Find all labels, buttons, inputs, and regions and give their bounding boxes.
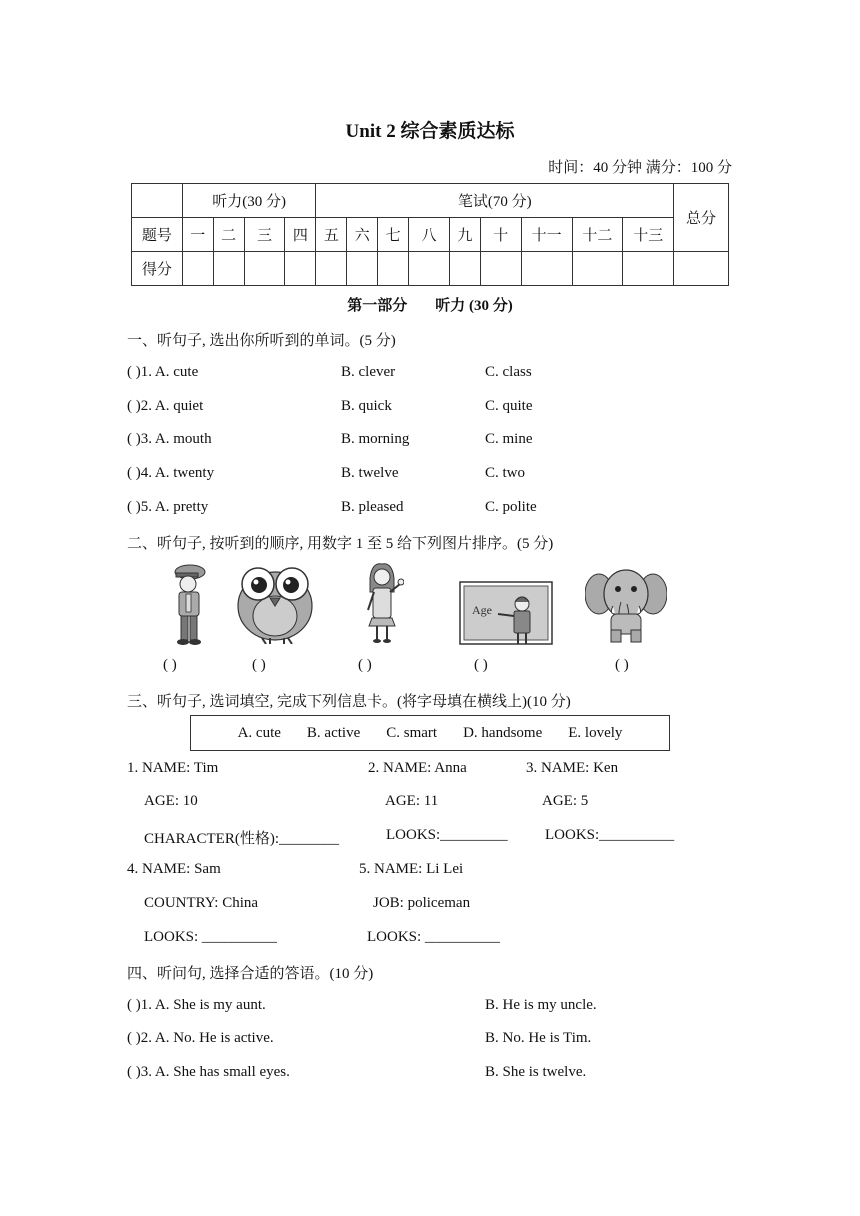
s1-q1-option-b: B. clever: [341, 364, 396, 380]
s1-q5-option-b: B. pleased: [341, 499, 404, 515]
num-cell: 九: [449, 218, 480, 252]
num-cell: 一: [182, 218, 213, 252]
card-4-looks[interactable]: LOOKS: __________: [144, 929, 277, 945]
section-4-title: 四、听问句, 选择合适的答语。(10 分): [127, 966, 374, 982]
part-one-subtitle: 听力 (30 分): [435, 298, 513, 314]
score-cell[interactable]: [244, 252, 285, 286]
score-cell[interactable]: [285, 252, 316, 286]
s4-q3-option-b: B. She is twelve.: [485, 1064, 587, 1080]
s1-q3-option-a: ( )3. A. mouth: [127, 431, 212, 447]
word-option: C. smart: [386, 724, 438, 741]
card-3-age: AGE: 5: [542, 793, 589, 809]
elephant-icon: [585, 562, 667, 644]
s4-q2-option-a: ( )2. A. No. He is active.: [127, 1030, 274, 1046]
section-3-title: 三、听句子, 选词填空, 完成下列信息卡。(将字母填在横线上)(10 分): [127, 694, 571, 710]
listening-header: 听力(30 分): [182, 184, 316, 218]
card-1-character[interactable]: CHARACTER(性格):________: [144, 831, 340, 847]
card-5-looks[interactable]: LOOKS: __________: [367, 929, 500, 945]
s1-q3-option-c: C. mine: [485, 431, 533, 447]
card-3-name: 3. NAME: Ken: [526, 760, 619, 776]
word-option: E. lovely: [568, 724, 623, 741]
s1-q2-option-b: B. quick: [341, 398, 392, 414]
num-cell: 二: [213, 218, 244, 252]
table-corner: [132, 184, 183, 218]
s1-q1-option-c: C. class: [485, 364, 532, 380]
score-cell[interactable]: [347, 252, 378, 286]
word-option: A. cute: [237, 724, 281, 741]
s1-q2-option-a: ( )2. A. quiet: [127, 398, 204, 414]
card-1-name: 1. NAME: Tim: [127, 760, 219, 776]
word-option: B. active: [306, 724, 361, 741]
part-one-label: 第一部分: [347, 298, 408, 314]
page-title: Unit 2 综合素质达标: [345, 121, 515, 142]
row-score-label: 得分: [132, 252, 183, 286]
num-cell: 四: [285, 218, 316, 252]
picture-2-answer-blank[interactable]: ( ): [252, 657, 266, 673]
num-cell: 六: [347, 218, 378, 252]
row-number-label: 题号: [132, 218, 183, 252]
s1-q4-option-a: ( )4. A. twenty: [127, 465, 215, 481]
num-cell: 十一: [521, 218, 572, 252]
s1-q3-option-b: B. morning: [341, 431, 410, 447]
s1-q5-option-c: C. polite: [485, 499, 537, 515]
card-2-age: AGE: 11: [385, 793, 439, 809]
section-1-title: 一、听句子, 选出你所听到的单词。(5 分): [127, 333, 396, 349]
card-3-looks[interactable]: LOOKS:__________: [545, 827, 675, 843]
blackboard-text: Age: [472, 603, 492, 617]
s4-q2-option-b: B. No. He is Tim.: [485, 1030, 592, 1046]
s4-q1-option-b: B. He is my uncle.: [485, 997, 597, 1013]
owl-icon: [234, 560, 316, 644]
score-cell[interactable]: [572, 252, 623, 286]
card-4-name: 4. NAME: Sam: [127, 861, 221, 877]
card-5-job: JOB: policeman: [373, 895, 471, 911]
score-cell[interactable]: [316, 252, 347, 286]
num-cell: 三: [244, 218, 285, 252]
card-2-name: 2. NAME: Anna: [368, 760, 467, 776]
s4-q3-option-a: ( )3. A. She has small eyes.: [127, 1064, 290, 1080]
part-one-title: [0, 294, 860, 315]
card-1-age: AGE: 10: [144, 793, 198, 809]
card-4-country: COUNTRY: China: [144, 895, 259, 911]
s1-q2-option-c: C. quite: [485, 398, 533, 414]
s1-q4-option-c: C. two: [485, 465, 526, 481]
num-cell: 十二: [572, 218, 623, 252]
s1-q5-option-a: ( )5. A. pretty: [127, 499, 209, 515]
total-header: 总分: [674, 184, 729, 252]
score-cell[interactable]: [378, 252, 409, 286]
score-cell[interactable]: [182, 252, 213, 286]
picture-3-answer-blank[interactable]: ( ): [358, 657, 372, 673]
word-bank: [190, 715, 670, 751]
score-cell[interactable]: [409, 252, 450, 286]
num-cell: 七: [378, 218, 409, 252]
score-cell[interactable]: [674, 252, 729, 286]
girl-icon: [362, 562, 404, 644]
picture-4-answer-blank[interactable]: ( ): [474, 657, 488, 673]
score-table: [131, 183, 729, 286]
s1-q4-option-b: B. twelve: [341, 465, 399, 481]
writing-header: 笔试(70 分): [316, 184, 674, 218]
num-cell: 五: [316, 218, 347, 252]
score-cell[interactable]: [213, 252, 244, 286]
section-2-title: 二、听句子, 按听到的顺序, 用数字 1 至 5 给下列图片排序。(5 分): [127, 536, 554, 552]
policeman-boy-icon: [168, 562, 212, 646]
s1-q1-option-a: ( )1. A. cute: [127, 364, 199, 380]
word-option: D. handsome: [463, 724, 543, 741]
score-cell[interactable]: [480, 252, 521, 286]
score-cell[interactable]: [623, 252, 674, 286]
exam-meta: 时间：40 分钟 满分：100 分: [548, 160, 732, 176]
picture-1-answer-blank[interactable]: ( ): [163, 657, 177, 673]
score-cell[interactable]: [449, 252, 480, 286]
num-cell: 八: [409, 218, 450, 252]
score-cell[interactable]: [521, 252, 572, 286]
teacher-blackboard-icon: [458, 580, 554, 646]
card-2-looks[interactable]: LOOKS:_________: [386, 827, 508, 843]
card-5-name: 5. NAME: Li Lei: [359, 861, 464, 877]
num-cell: 十: [480, 218, 521, 252]
s4-q1-option-a: ( )1. A. She is my aunt.: [127, 997, 266, 1013]
picture-5-answer-blank[interactable]: ( ): [615, 657, 629, 673]
num-cell: 十三: [623, 218, 674, 252]
